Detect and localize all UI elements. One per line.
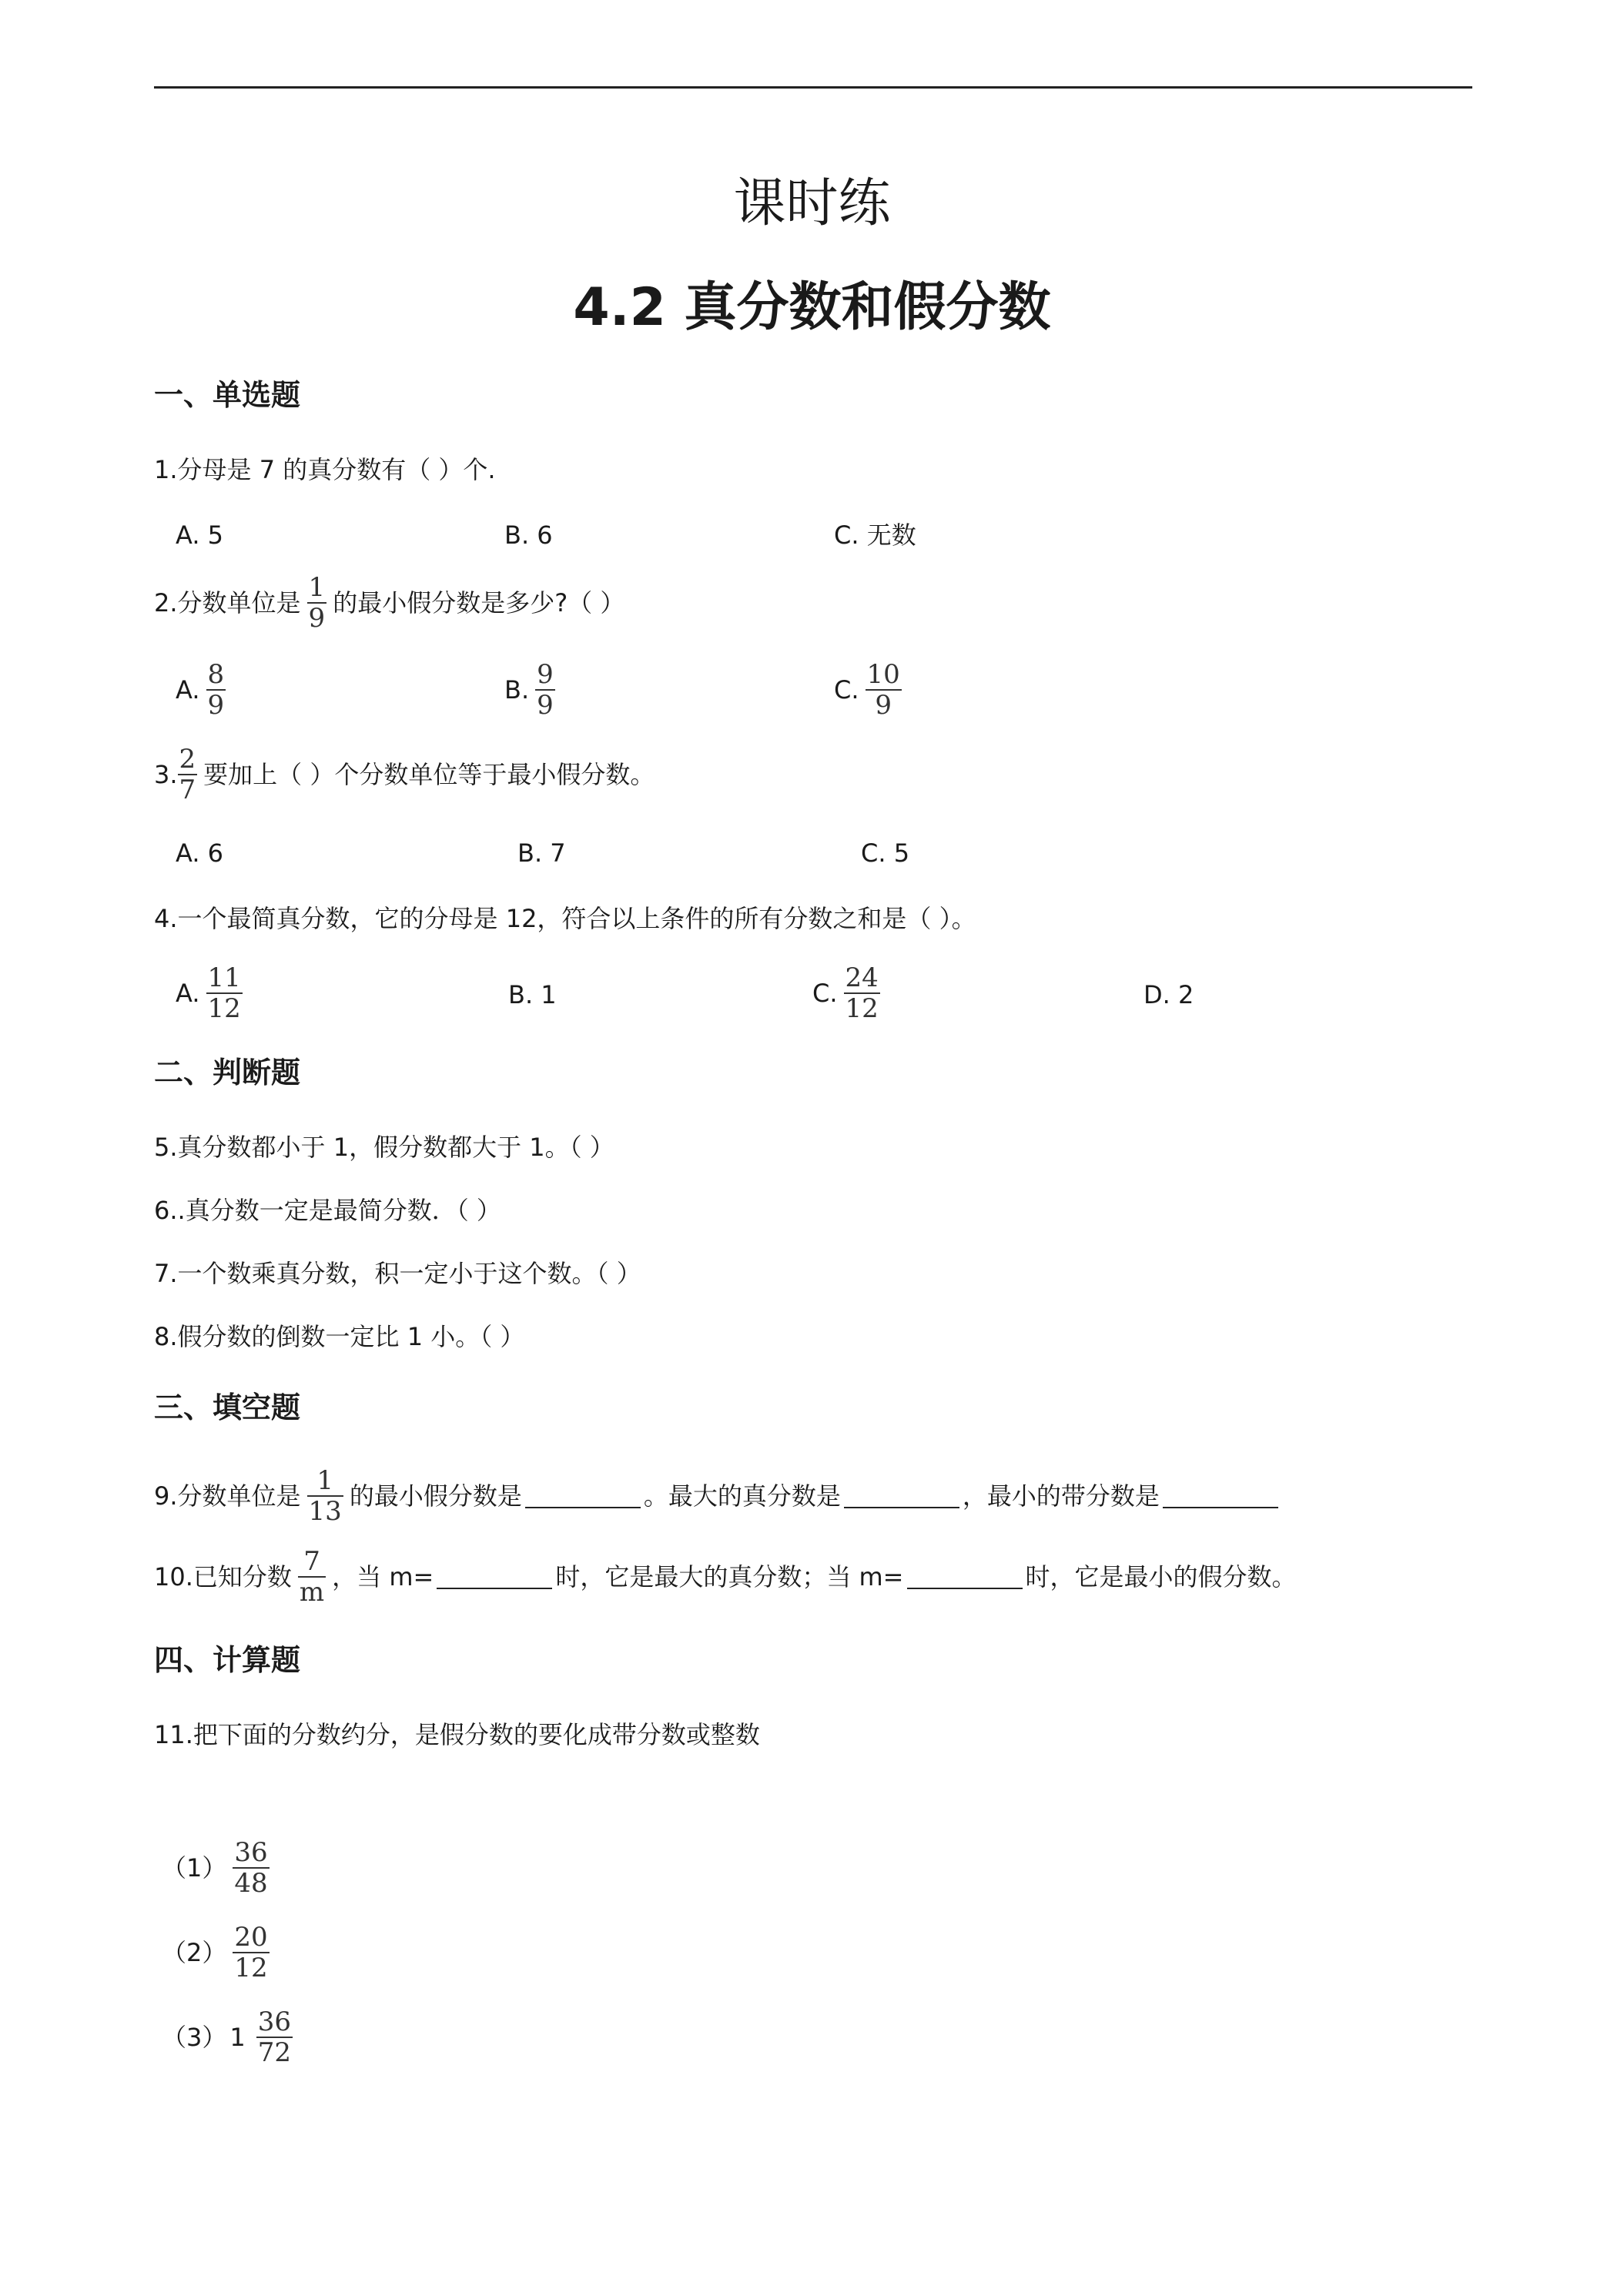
q4-option-c [812, 964, 886, 1022]
fraction-denominator: 9 [207, 690, 225, 721]
q4-option-a [176, 964, 249, 1022]
q10-answer-blank-1[interactable] [437, 1565, 552, 1589]
q11-item-3 [162, 2008, 299, 2067]
fraction-numerator: 1 [308, 572, 326, 603]
q10-text-2: 时，它是最大的真分数；当 m= [555, 1562, 904, 1591]
fraction-denominator: 9 [875, 690, 892, 721]
fraction-denominator: 12 [234, 1953, 268, 1983]
item-fraction [233, 1839, 269, 1897]
q10-fraction [298, 1548, 326, 1606]
q10-answer-blank-2[interactable] [907, 1565, 1023, 1589]
option-fraction [206, 964, 243, 1022]
q9-answer-blank-3[interactable] [1163, 1484, 1278, 1508]
fraction-denominator: 7 [179, 775, 196, 805]
fraction-denominator: m [299, 1577, 325, 1608]
q11-item-2 [162, 1923, 276, 1982]
q9-answer-blank-2[interactable] [844, 1484, 959, 1508]
item-fraction [256, 2008, 293, 2067]
header-rule [154, 86, 1472, 89]
fraction-denominator: 48 [234, 1868, 268, 1899]
option-label: C. [834, 675, 859, 705]
question-7: 7.一个数乘真分数，积一定小于这个数。（ ） [154, 1259, 641, 1288]
item-label: （3） [162, 2023, 227, 2052]
item-label: （2） [162, 1938, 227, 1967]
option-fraction [844, 964, 880, 1022]
fraction-numerator: 36 [234, 1837, 268, 1868]
fraction-numerator: 2 [179, 744, 196, 775]
section-heading-single-choice: 一、单选题 [154, 378, 301, 412]
fraction-numerator: 7 [303, 1546, 320, 1577]
fraction-denominator: 12 [845, 993, 879, 1024]
question-11: 11.把下面的分数约分，是假分数的要化成带分数或整数 [154, 1720, 760, 1749]
q9-text-3: ，最小的带分数是 [962, 1481, 1160, 1511]
fraction-numerator: 11 [207, 962, 241, 993]
page-subtitle: 4.2 真分数和假分数 [573, 277, 1051, 338]
q3-prefix: 3. [154, 760, 178, 789]
fraction-numerator: 10 [866, 659, 900, 690]
q4-option-d: D. 2 [1143, 980, 1194, 1009]
item-label: （1） [162, 1853, 227, 1883]
question-6: 6..真分数一定是最简分数．（ ） [154, 1196, 501, 1225]
q3-option-a: A. 6 [176, 838, 224, 868]
question-4: 4.一个最简真分数，它的分母是 12，符合以上条件的所有分数之和是（ ）。 [154, 904, 976, 933]
q11-item-1 [162, 1839, 276, 1897]
option-label: A. [176, 979, 200, 1008]
q4-option-b: B. 1 [508, 980, 557, 1009]
q1-option-c: C. 无数 [834, 520, 916, 550]
section-heading-calculation: 四、计算题 [154, 1643, 301, 1677]
q2-option-a [176, 661, 232, 719]
q3-suffix: 要加上（ ）个分数单位等于最小假分数。 [203, 760, 655, 789]
q10-text-1: ，当 m= [332, 1562, 434, 1591]
q3-option-b: B. 7 [517, 838, 566, 868]
item-whole-number: 1 [229, 2023, 246, 2052]
fraction-denominator: 9 [537, 690, 554, 721]
question-10 [154, 1548, 1297, 1606]
fraction-numerator: 36 [257, 2006, 291, 2037]
question-8: 8.假分数的倒数一定比 1 小。（ ） [154, 1322, 525, 1351]
fraction-denominator: 12 [207, 993, 241, 1024]
fraction-denominator: 9 [308, 603, 326, 634]
q1-option-a: A. 5 [176, 520, 224, 550]
option-label: B. [504, 675, 530, 705]
q9-prefix: 9.分数单位是 [154, 1481, 301, 1511]
q3-fraction [178, 745, 198, 804]
fraction-numerator: 8 [207, 659, 225, 690]
q2-fraction [307, 574, 327, 632]
q9-text-1: 的最小假分数是 [349, 1481, 522, 1511]
option-fraction [206, 661, 226, 719]
fraction-numerator: 1 [316, 1465, 333, 1496]
question-1: 1.分母是 7 的真分数有（ ）个. [154, 455, 496, 484]
q10-text-3: 时，它是最小的假分数。 [1025, 1562, 1297, 1591]
fraction-denominator: 72 [257, 2037, 291, 2068]
q2-suffix: 的最小假分数是多少?（ ） [333, 588, 625, 618]
question-3 [154, 745, 655, 804]
q2-prefix: 2.分数单位是 [154, 588, 301, 618]
fraction-numerator: 9 [537, 659, 554, 690]
q1-option-b: B. 6 [504, 520, 553, 550]
question-5: 5.真分数都小于 1，假分数都大于 1。（ ） [154, 1133, 614, 1162]
q3-option-c: C. 5 [861, 838, 910, 868]
section-heading-true-false: 二、判断题 [154, 1056, 301, 1089]
q2-option-b [504, 661, 561, 719]
question-2 [154, 574, 624, 632]
option-label: C. [812, 979, 838, 1008]
fraction-denominator: 13 [308, 1496, 342, 1527]
option-fraction [866, 661, 902, 719]
q9-fraction [307, 1467, 343, 1525]
page-title: 课时练 [733, 173, 891, 234]
item-fraction [233, 1923, 269, 1982]
fraction-numerator: 20 [234, 1922, 268, 1953]
fraction-numerator: 24 [845, 962, 879, 993]
q2-option-c [834, 661, 908, 719]
option-fraction [535, 661, 555, 719]
q9-text-2: 。最大的真分数是 [643, 1481, 841, 1511]
question-9 [154, 1467, 1281, 1525]
option-label: A. [176, 675, 200, 705]
q9-answer-blank-1[interactable] [525, 1484, 641, 1508]
q10-prefix: 10.已知分数 [154, 1562, 292, 1591]
section-heading-fill-blank: 三、填空题 [154, 1391, 301, 1424]
